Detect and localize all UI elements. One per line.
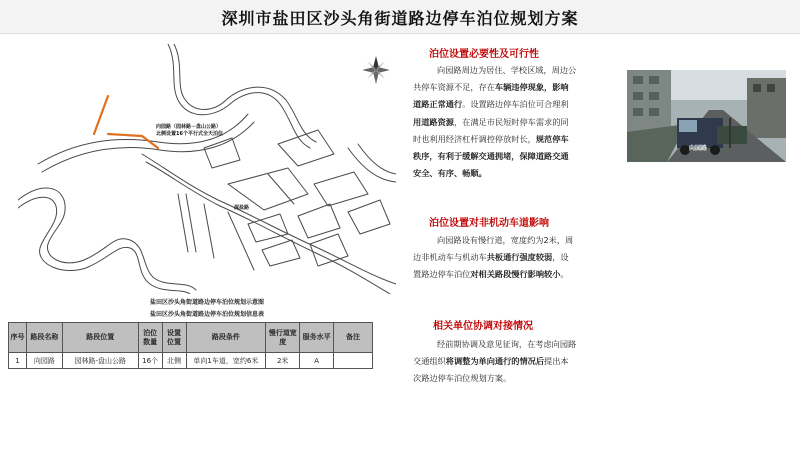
para-bold: 共板通行强度较弱 xyxy=(486,252,553,263)
street-photo xyxy=(627,70,786,162)
table-caption: 盐田区沙头角街道路边停车泊位规划信息表 xyxy=(149,311,264,318)
para-bold: 将调整为单向通行的情况后 xyxy=(445,356,545,367)
para-line xyxy=(413,165,623,182)
cell-condition: 单向1车道，宽约6米 xyxy=(186,353,266,369)
map-label-road-line1: 向园路（园林路－盘山公路） xyxy=(156,124,222,130)
para-line: 向园路设有慢行道，宽度约为2米，周 xyxy=(437,235,574,245)
section-body-necessity xyxy=(413,62,623,182)
col-header-location: 路段位置 xyxy=(62,323,138,353)
para-bold: 安全、有序、畅顺。 xyxy=(413,168,487,179)
section-body-coordination xyxy=(413,336,623,388)
photo-label: 向园路 xyxy=(689,145,708,152)
para-text: 共停车资源不足，存在 xyxy=(413,82,495,93)
para-text: 的同 xyxy=(552,116,569,127)
para-text: ，设 xyxy=(552,252,569,263)
para-bold: 用道路资源 xyxy=(413,116,454,127)
para-bold: 车辆违停现象，影响 xyxy=(494,82,569,93)
para-line xyxy=(413,114,623,131)
cell-count: 16个 xyxy=(138,353,162,369)
table-row xyxy=(9,353,373,369)
para-text: 置路边停车泊位 xyxy=(413,269,471,280)
para-text: 边非机动车与机动车 xyxy=(413,252,487,263)
cell-location: 园林路-盘山公路 xyxy=(62,353,138,369)
table-header-row xyxy=(9,323,373,353)
section-title-coordination: 相关单位协调对接情况 xyxy=(433,321,533,332)
para-line xyxy=(413,249,623,266)
parking-info-table xyxy=(8,322,373,369)
map-caption: 盐田区沙头角街道路边停车泊位规划示意图 xyxy=(149,299,264,306)
cell-remark xyxy=(334,353,373,369)
col-header-road-name: 路段名称 xyxy=(26,323,62,353)
cell-index: 1 xyxy=(9,353,27,369)
para-bold: 道路正常通行 xyxy=(413,99,463,110)
para-line xyxy=(413,79,623,96)
title-bar xyxy=(0,0,800,34)
site-map xyxy=(18,44,396,294)
col-header-count: 泊位数量 xyxy=(138,323,162,353)
para-line xyxy=(413,148,623,165)
cell-service-level: A xyxy=(300,353,334,369)
col-header-remark: 备注 xyxy=(334,323,373,353)
para-line: 经前期协调及意见征询，在考虑向园路 xyxy=(437,339,577,349)
compass-icon xyxy=(362,56,390,84)
map-drawing xyxy=(18,44,396,294)
section-title-impact: 泊位设置对非机动车道影响 xyxy=(429,218,549,229)
section-body-impact xyxy=(413,232,623,284)
route-highlight xyxy=(94,96,158,148)
para-line xyxy=(413,266,623,283)
col-header-service-level: 服务水平 xyxy=(300,323,334,353)
cell-side: 北侧 xyxy=(162,353,186,369)
para-text: ，在满足市民短时停车需求 xyxy=(453,116,553,127)
col-header-side: 设置位置 xyxy=(162,323,186,353)
para-text: 提出本 xyxy=(544,356,569,367)
col-header-condition: 路段条件 xyxy=(186,323,266,353)
para-text: 时也利用经济杠杆调控停放时长， xyxy=(413,133,536,144)
col-header-index: 序号 xyxy=(9,323,27,353)
para-text: 。设置路边停车泊位可合理利 xyxy=(462,99,569,110)
para-text: 交通组织 xyxy=(413,356,446,367)
para-bold: 规范停车 xyxy=(535,133,569,144)
map-label-road xyxy=(156,124,223,138)
para-line: 向园路周边为居住、学校区域，周边公 xyxy=(437,65,577,75)
page-title: 深圳市盐田区沙头角街道路边停车泊位规划方案 xyxy=(221,9,579,28)
para-bold: 秩序，有利于缓解交通拥堵，保障道路交通 xyxy=(413,151,569,162)
para-line xyxy=(413,131,623,148)
para-bold: 对相关路段慢行影响较小 xyxy=(470,269,561,280)
cell-road-name: 向园路 xyxy=(26,353,62,369)
para-text: 。 xyxy=(560,269,569,280)
para-line xyxy=(413,353,623,370)
section-title-necessity: 泊位设置必要性及可行性 xyxy=(429,49,539,60)
map-label-school: 深盐路 xyxy=(234,205,250,211)
cell-slow-lane: 2米 xyxy=(266,353,300,369)
para-line: 次路边停车泊位规划方案。 xyxy=(413,373,512,384)
col-header-slow-lane: 慢行道宽度 xyxy=(266,323,300,353)
para-line xyxy=(413,96,623,113)
map-label-road-line2: 北侧设置16个平行式全天泊位 xyxy=(156,131,223,137)
